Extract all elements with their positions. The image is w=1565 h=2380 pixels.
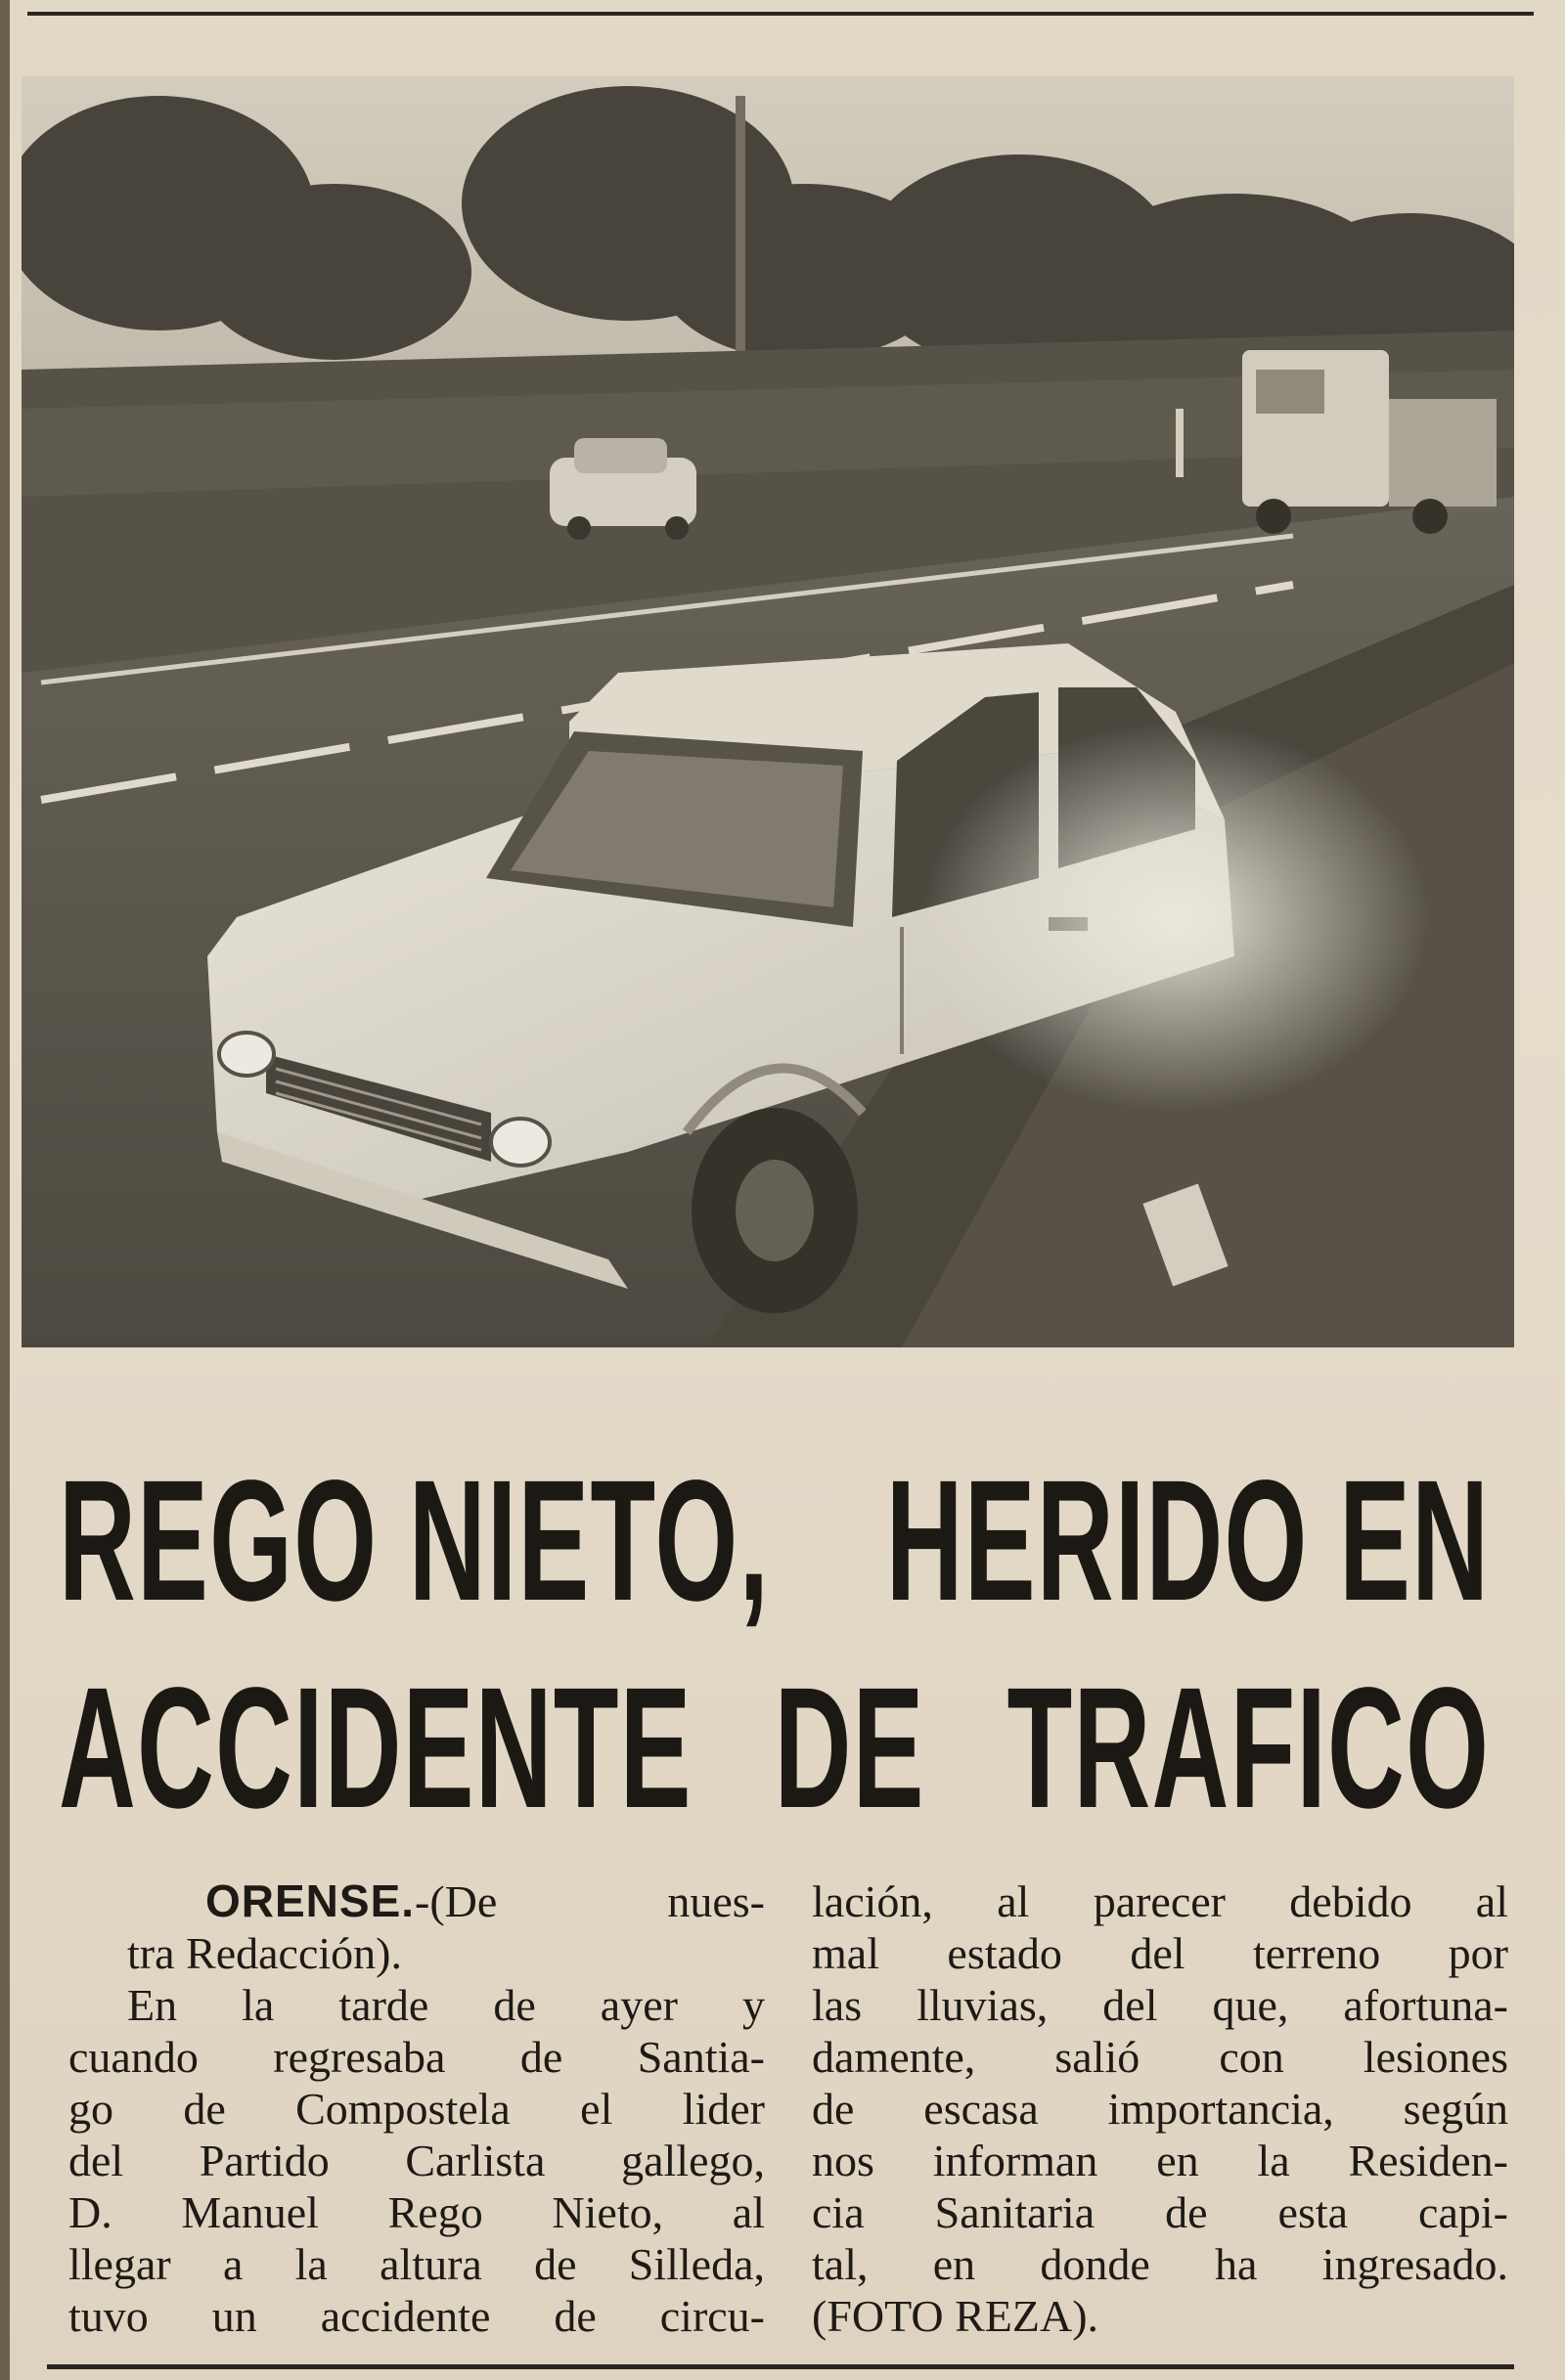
article-column-right: [812, 1875, 1508, 2342]
article-line: nos informan en la Residen-: [812, 2136, 1508, 2185]
headline-line-2: [59, 1653, 1491, 1844]
page-edge: [0, 0, 10, 2380]
photo-credit: (FOTO REZA).: [812, 2291, 1099, 2341]
article-line: tuvo un accidente de circu-: [68, 2291, 765, 2341]
top-rule: [27, 12, 1534, 16]
article-line: mal estado del terreno por: [812, 1928, 1508, 1978]
article-line: cuando regresaba de Santia-: [68, 2032, 765, 2082]
article-line: lación, al parecer debido al: [812, 1876, 1508, 1926]
article-line: go de Compostela el lider: [68, 2084, 765, 2134]
headline-word: REGO NIETO,: [59, 1445, 771, 1637]
article-line: En la tarde de ayer y: [127, 1980, 765, 2030]
dateline: ORENSE.: [205, 1875, 416, 1926]
headline-word: ACCIDENTE: [59, 1653, 693, 1844]
article-line: cia Sanitaria de esta capi-: [812, 2187, 1508, 2237]
headline-word: HERIDO EN: [885, 1445, 1491, 1637]
accident-car-photo: [22, 76, 1514, 1347]
article-line: tra Redacción).: [127, 1928, 402, 1978]
headline-line-1: [59, 1445, 1491, 1637]
headline-word: TRAFICO: [1006, 1653, 1491, 1844]
article-line: [68, 1875, 765, 1927]
news-photo: [22, 76, 1514, 1347]
article-line: llegar a la altura de Silleda,: [68, 2239, 765, 2289]
article-text: -(De nues-: [415, 1876, 765, 1926]
article-line: las lluvias, del que, afortuna-: [812, 1980, 1508, 2030]
article-line: tal, en donde ha ingresado.: [812, 2239, 1508, 2289]
headline-word: DE: [774, 1653, 925, 1844]
article-line: de escasa importancia, según: [812, 2084, 1508, 2134]
article-line: D. Manuel Rego Nieto, al: [68, 2187, 765, 2237]
article-line: del Partido Carlista gallego,: [68, 2136, 765, 2185]
bottom-rule: [47, 2364, 1514, 2369]
article-line: damente, salió con lesiones: [812, 2032, 1508, 2082]
article-column-left: [68, 1875, 765, 2342]
